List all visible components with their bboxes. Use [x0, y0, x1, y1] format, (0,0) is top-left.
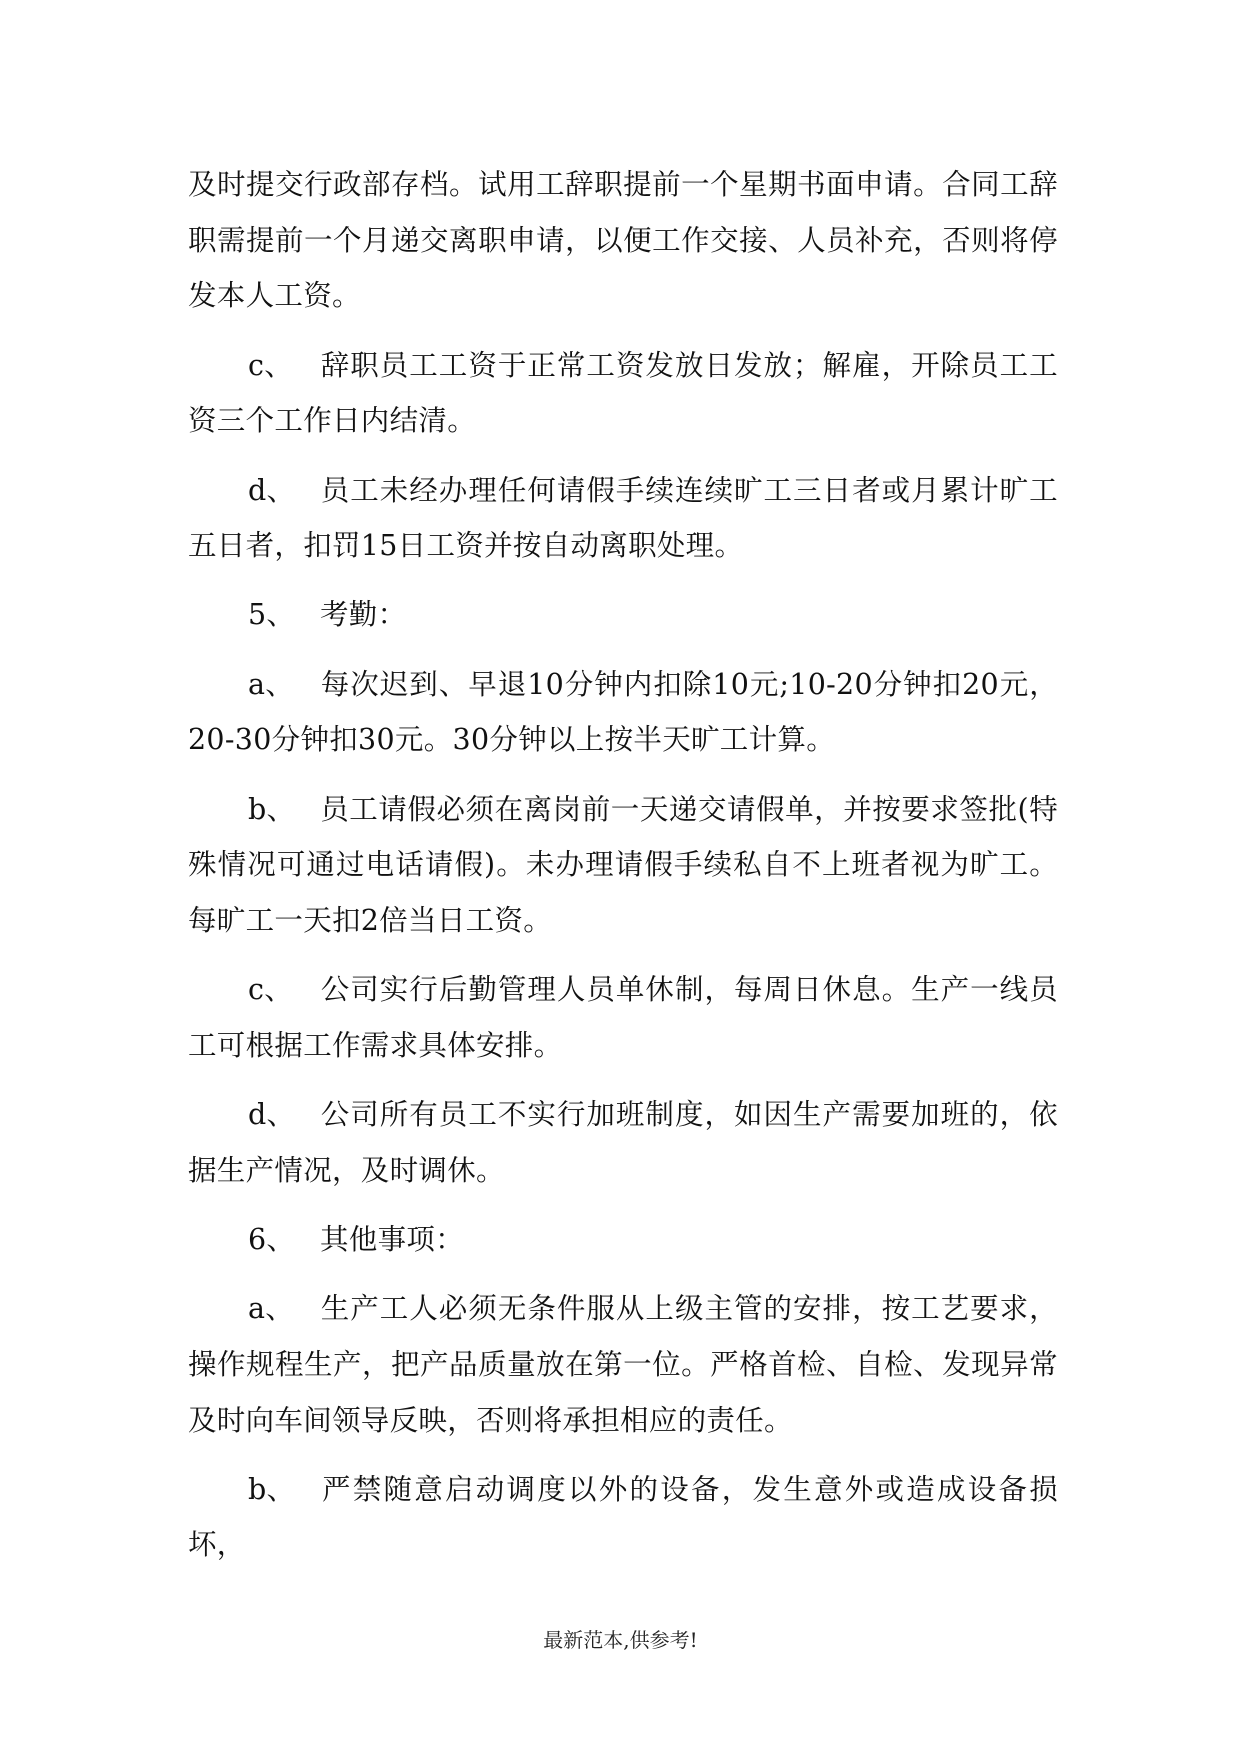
section-heading	[188, 1212, 1058, 1268]
paragraph-text: 员工请假必须在离岗前一天递交请假单，并按要求签批(特殊情况可通过电话请假)。未办理请假手续私自不上班者视为旷工。每旷工一天扣2倍当日工资。	[188, 792, 1058, 937]
list-item	[188, 657, 1058, 768]
list-marker: 6、	[248, 1222, 296, 1256]
list-item	[188, 338, 1058, 449]
section-heading	[188, 587, 1058, 643]
list-marker: c、	[248, 973, 294, 1007]
paragraph-text: 公司所有员工不实行加班制度，如因生产需要加班的，依据生产情况，及时调休。	[188, 1098, 1058, 1187]
list-item	[188, 782, 1058, 949]
list-marker: b、	[248, 1472, 296, 1506]
paragraph-text: 严禁随意启动调度以外的设备，发生意外或造成设备损坏，	[188, 1472, 1058, 1562]
paragraph-text: 员工未经办理任何请假手续连续旷工三日者或月累计旷工五日者，扣罚15日工资并按自动离职处理。	[188, 473, 1058, 563]
paragraph-text: 公司实行后勤管理人员单休制，每周日休息。生产一线员工可根据工作需求具体安排。	[188, 973, 1058, 1062]
page-footer: 最新范本,供参考!	[543, 1628, 698, 1652]
list-marker: d、	[248, 1098, 296, 1132]
list-item	[188, 463, 1058, 574]
paragraph-text: 考勤：	[320, 598, 407, 632]
paragraph-text: 每次迟到、早退10分钟内扣除10元;10-20分钟扣20元，20-30分钟扣30元。30分钟以上按半天旷工计算。	[188, 667, 1058, 757]
list-marker: a、	[248, 1292, 295, 1326]
list-item	[188, 962, 1058, 1073]
list-marker: a、	[248, 667, 295, 701]
list-marker: c、	[248, 348, 294, 382]
list-marker: b、	[248, 792, 296, 826]
list-item	[188, 1087, 1058, 1198]
paragraph-continuation	[188, 157, 1058, 324]
paragraph-text: 其他事项：	[320, 1222, 465, 1256]
list-item	[188, 1281, 1058, 1448]
list-item	[188, 1462, 1058, 1573]
list-marker: 5、	[248, 598, 296, 632]
paragraph-text: 辞职员工工资于正常工资发放日发放；解雇，开除员工工资三个工作日内结清。	[188, 348, 1058, 438]
document-body	[188, 157, 1058, 1587]
paragraph-text: 及时提交行政部存档。试用工辞职提前一个星期书面申请。合同工辞职需提前一个月递交离职申请，以便工作交接、人员补充，否则将停发本人工资。	[188, 168, 1058, 313]
list-marker: d、	[248, 473, 296, 507]
paragraph-text: 生产工人必须无条件服从上级主管的安排，按工艺要求，操作规程生产，把产品质量放在第一位。严格首检、自检、发现异常及时向车间领导反映，否则将承担相应的责任。	[188, 1292, 1058, 1437]
